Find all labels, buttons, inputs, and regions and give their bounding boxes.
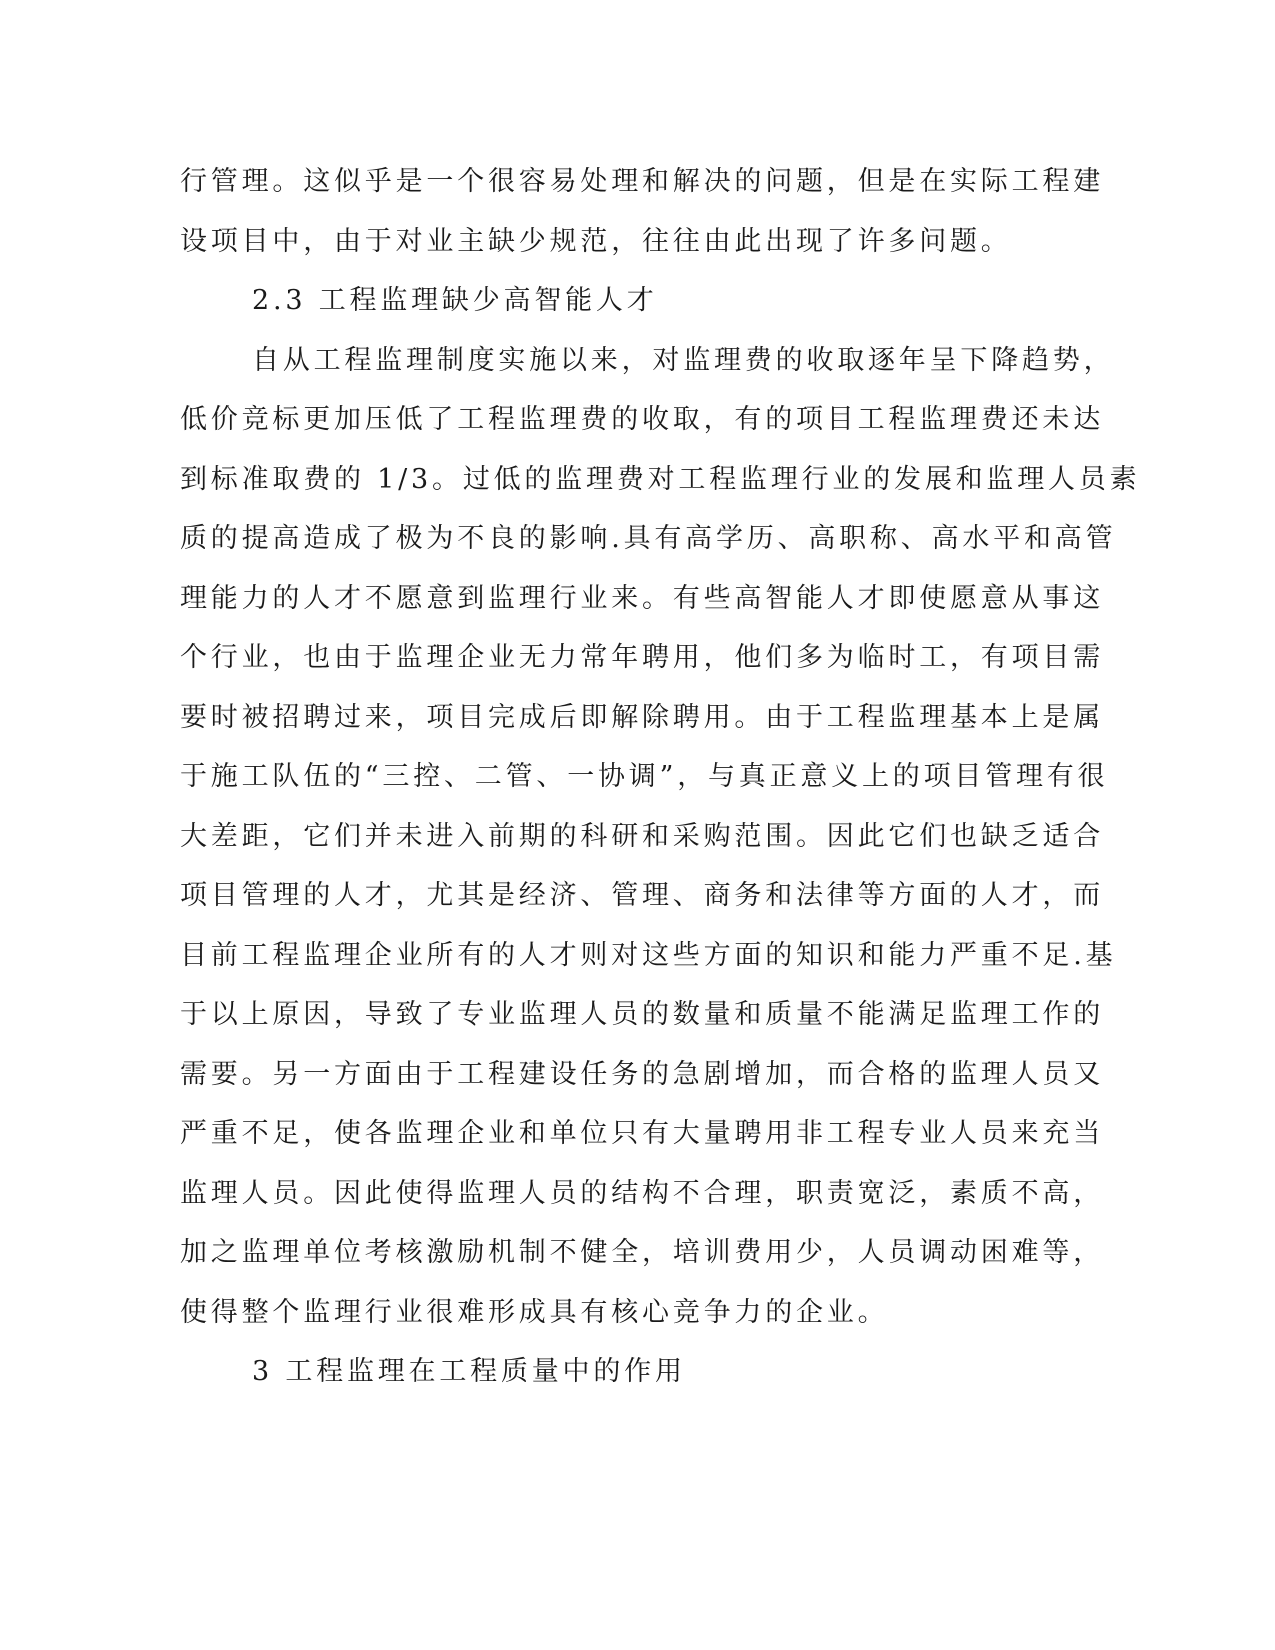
paragraph-line: 到标准取费的 1/3。过低的监理费对工程监理行业的发展和监理人员素 bbox=[180, 463, 1141, 495]
section-heading-3: 3 工程监理在工程质量中的作用 bbox=[252, 1356, 686, 1387]
paragraph-line: 设项目中，由于对业主缺少规范，往往由此出现了许多问题。 bbox=[180, 225, 1012, 257]
paragraph-line: 于以上原因，导致了专业监理人员的数量和质量不能满足监理工作的 bbox=[180, 999, 1104, 1030]
paragraph-line: 要时被招聘过来，项目完成后即解除聘用。由于工程监理基本上是属 bbox=[180, 701, 1104, 733]
paragraph-line: 目前工程监理企业所有的人才则对这些方面的知识和能力严重不足.基 bbox=[180, 939, 1117, 971]
paragraph-line: 严重不足，使各监理企业和单位只有大量聘用非工程专业人员来充当 bbox=[180, 1118, 1104, 1149]
paragraph-line: 需要。另一方面由于工程建设任务的急剧增加，而合格的监理人员又 bbox=[180, 1058, 1104, 1090]
paragraph-line: 低价竞标更加压低了工程监理费的收取，有的项目工程监理费还未达 bbox=[180, 404, 1104, 435]
paragraph-line: 自从工程监理制度实施以来，对监理费的收取逐年呈下降趋势， bbox=[252, 344, 1115, 376]
paragraph-line: 使得整个监理行业很难形成具有核心竞争力的企业。 bbox=[180, 1296, 889, 1328]
paragraph-line: 质的提高造成了极为不良的影响.具有高学历、高职称、高水平和高管 bbox=[180, 523, 1117, 554]
paragraph-line: 加之监理单位考核激励机制不健全，培训费用少，人员调动困难等， bbox=[180, 1237, 1104, 1268]
paragraph-line: 个行业，也由于监理企业无力常年聘用，他们多为临时工，有项目需 bbox=[180, 642, 1104, 673]
paragraph-line: 监理人员。因此使得监理人员的结构不合理，职责宽泛，素质不高， bbox=[180, 1177, 1104, 1209]
section-heading-2-3: 2.3 工程监理缺少高智能人才 bbox=[252, 285, 658, 316]
paragraph-line: 大差距，它们并未进入前期的科研和采购范围。因此它们也缺乏适合 bbox=[180, 820, 1104, 852]
paragraph-line: 理能力的人才不愿意到监理行业来。有些高智能人才即使愿意从事这 bbox=[180, 582, 1104, 614]
paragraph-line: 于施工队伍的“三控、二管、一协调”，与真正意义上的项目管理有很 bbox=[180, 761, 1109, 792]
paragraph-line: 项目管理的人才，尤其是经济、管理、商务和法律等方面的人才，而 bbox=[180, 880, 1104, 911]
paragraph-line: 行管理。这似乎是一个很容易处理和解决的问题，但是在实际工程建 bbox=[180, 166, 1104, 197]
document-page bbox=[180, 152, 1141, 1402]
